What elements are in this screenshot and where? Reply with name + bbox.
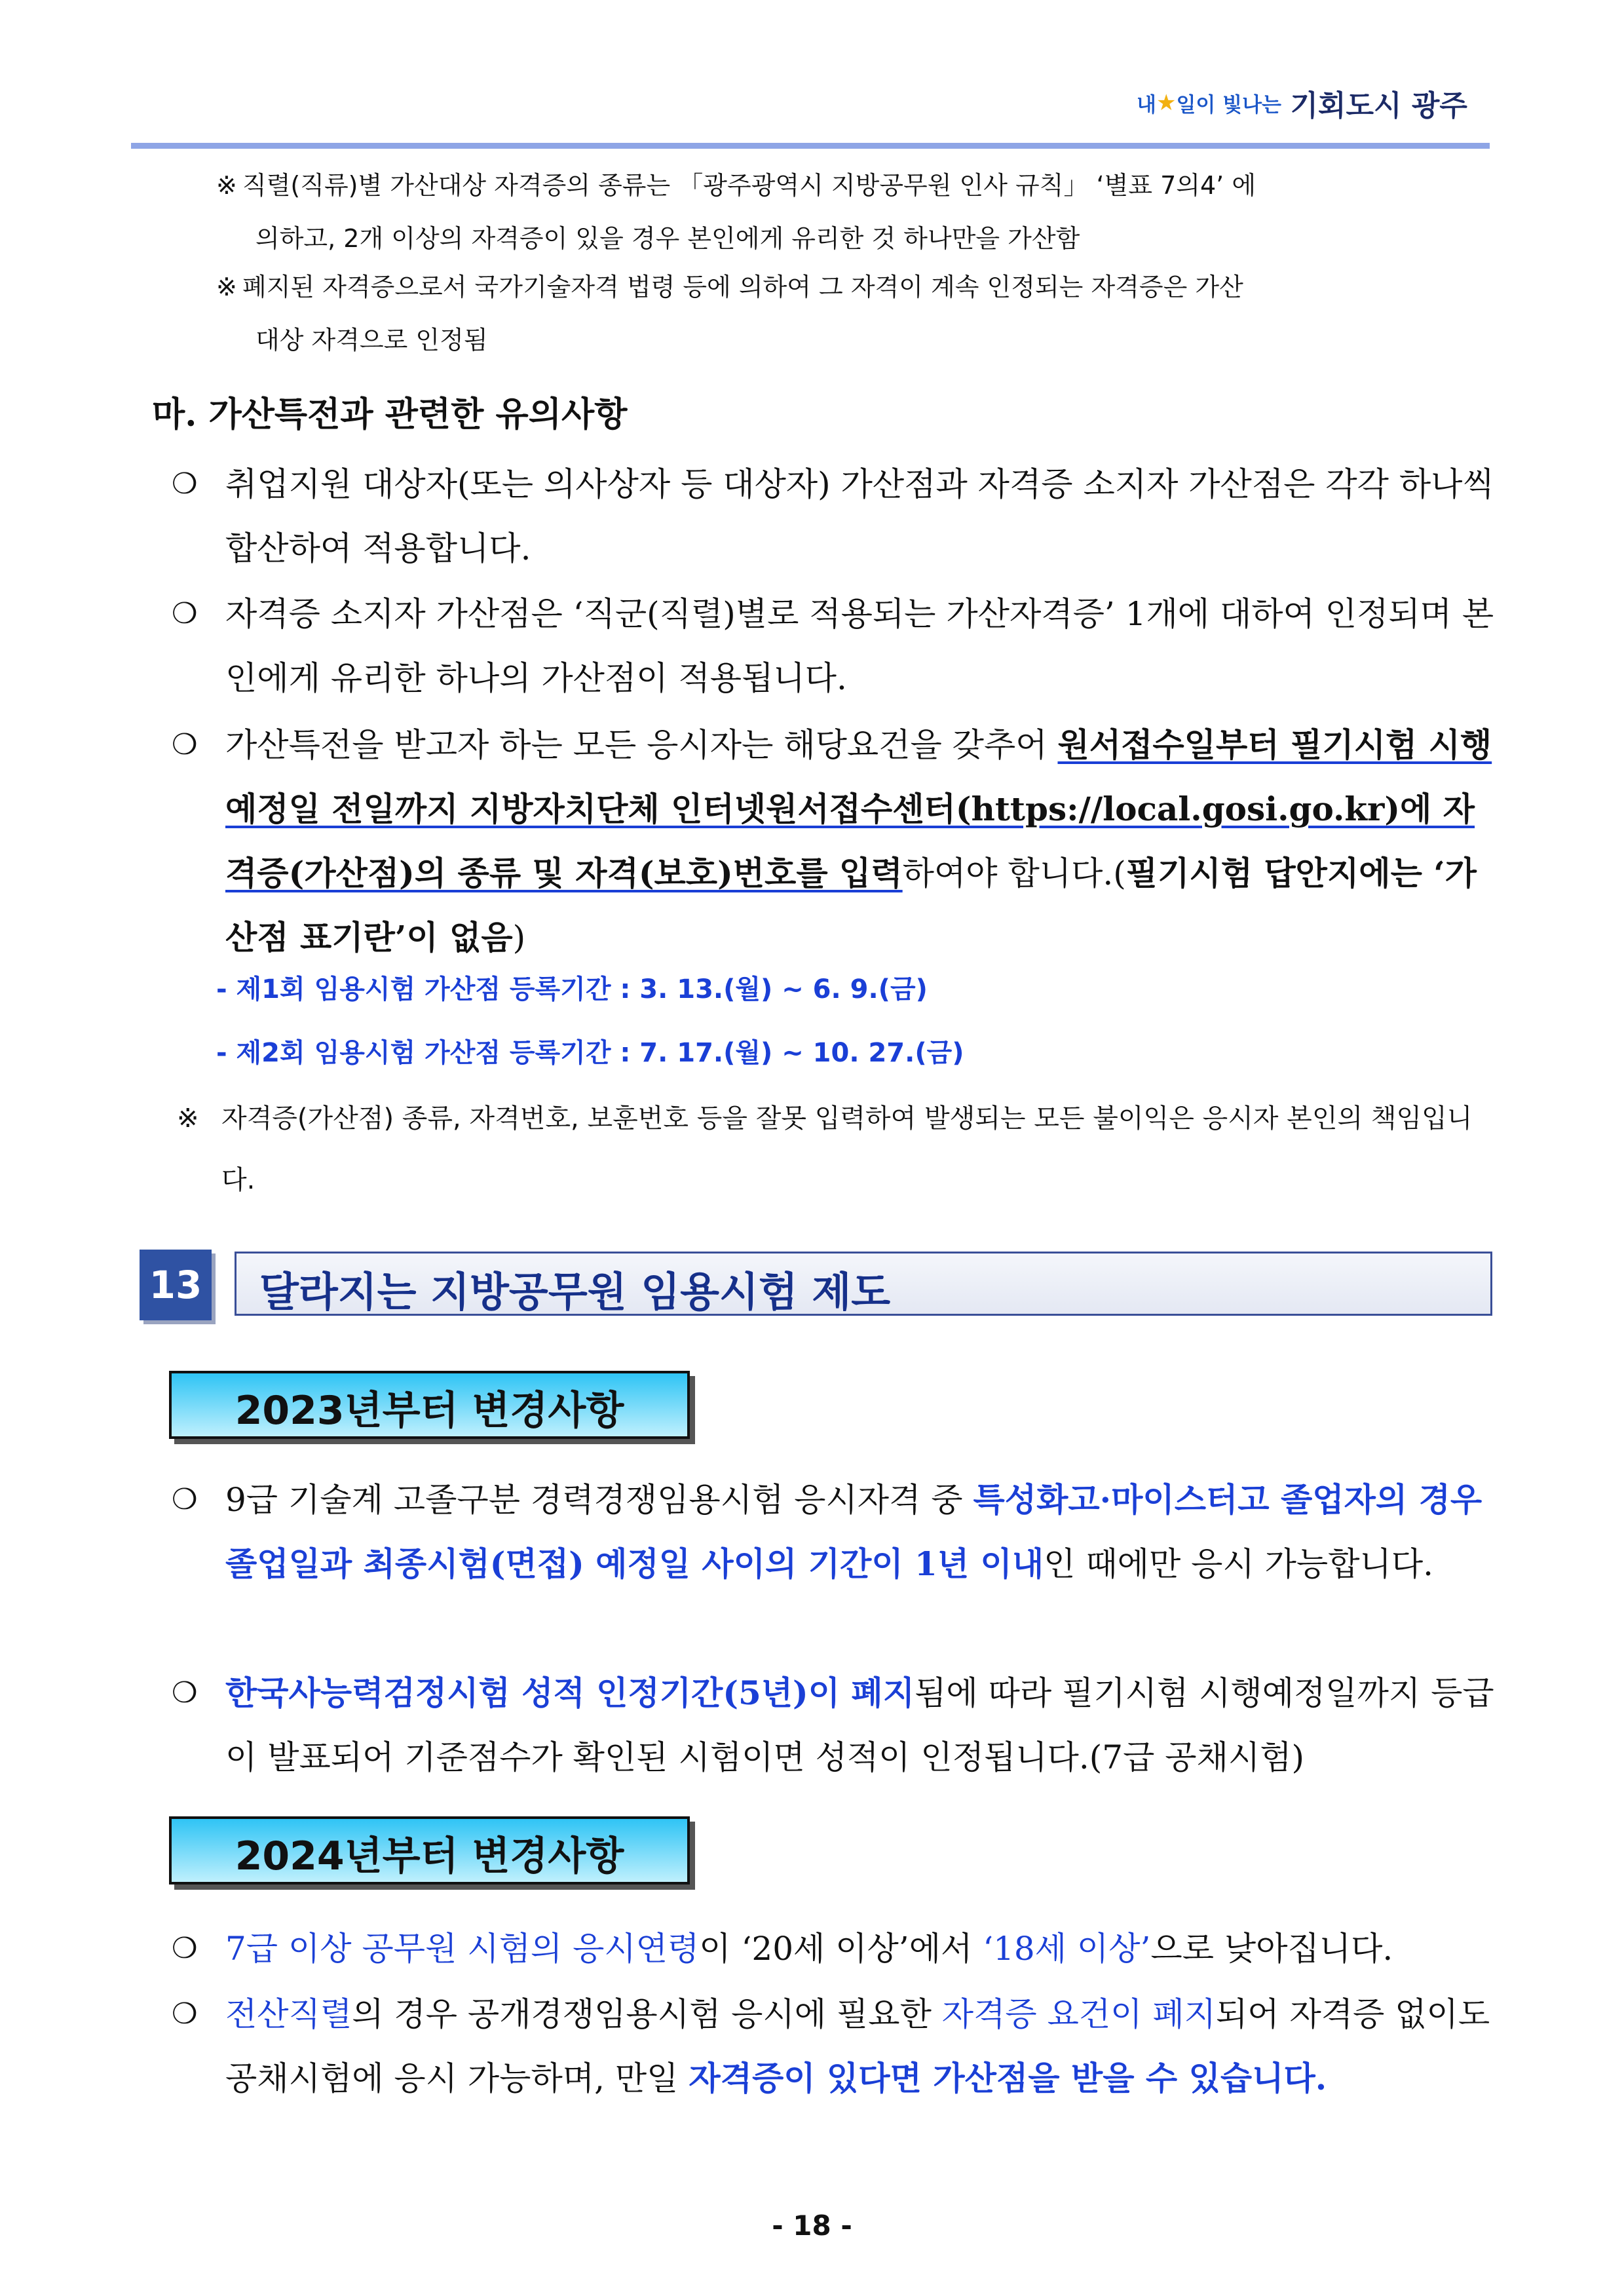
circle-bullet-icon: ❍: [172, 467, 198, 501]
circle-bullet-icon: ❍: [172, 1483, 198, 1516]
top-note-1: [216, 159, 1481, 212]
city-logo: [1137, 82, 1467, 124]
top-note-2-cont: 대상 자격으로 인정됨: [255, 326, 488, 354]
logo-slogan-a: 내: [1137, 93, 1156, 117]
change-2023-title: 2023년부터 변경사항: [235, 1388, 624, 1434]
plain-text: 으로 낮아집니다.: [1150, 1930, 1393, 1968]
circle-bullet-icon: ❍: [172, 728, 198, 761]
circle-bullet-icon: ❍: [172, 1676, 198, 1710]
logo-slogan-b: 일이 빛나는: [1176, 93, 1281, 117]
highlight-text: 한국사능력검정시험 성적 인정기간(5년)이 폐지: [225, 1674, 915, 1712]
section-number-badge: 13: [140, 1250, 212, 1320]
paragraph-text: [225, 1917, 1501, 1981]
note-mark: ※: [216, 171, 237, 200]
p3-close: ): [512, 919, 526, 957]
remark-text: 자격증(가산점) 종류, 자격번호, 보훈번호 등을 잘못 입력하여 발생되는 모든 불이익은 응시자 본인의 책임입니다.: [221, 1103, 1473, 1195]
change-2023-paragraph-2: [172, 1661, 1501, 1789]
star-icon: ★: [1156, 90, 1177, 116]
registration-period-1: - 제1회 임용시험 가산점 등록기간 : 3. 13.(월) ~ 6. 9.(금): [216, 974, 928, 1004]
logo-city-name: 기회도시 광주: [1290, 89, 1467, 123]
top-note-1-cont: 의하고, 2개 이상의 자격증이 있을 경우 본인에게 유리한 것 하나만을 가산함: [255, 224, 1080, 253]
highlight-text: 전산직렬: [225, 1995, 352, 2033]
plain-text: 인 때에만 응시 가능합니다.: [1044, 1545, 1434, 1583]
circle-bullet-icon: ❍: [172, 1932, 198, 1965]
top-note-2: [216, 261, 1481, 313]
liability-remark: [177, 1088, 1500, 1211]
change-2024-paragraph-1: [172, 1917, 1501, 1981]
plain-text: 의 경우 공개경쟁임용시험 응시에 필요한: [352, 1995, 942, 2033]
change-2024-title: 2024년부터 변경사항: [235, 1833, 624, 1879]
ma-paragraph-1: [172, 452, 1501, 581]
highlight-text: 자격증이 있다면 가산점을 받을 수 있습니다.: [689, 2059, 1327, 2097]
note-text: 폐지된 자격증으로서 국가기술자격 법령 등에 의하여 그 자격이 계속 인정되는 자격증은 가산: [242, 273, 1243, 301]
highlight-text: 특성화고·마이스터고 졸업자의 경우 졸업일과 최종시험(면접) 예정일 사이의 기간이 1년 이내: [225, 1480, 1482, 1583]
note-text: 직렬(직류)별 가산대상 자격증의 종류는 「광주광역시 지방공무원 인사 규칙」 ‘별표 7의4’ 에: [242, 171, 1256, 200]
highlight-text: ‘18세 이상’: [983, 1930, 1151, 1968]
note-mark: ※: [177, 1103, 199, 1134]
registration-period-2: - 제2회 임용시험 가산점 등록기간 : 7. 17.(월) ~ 10. 27.(금): [216, 1038, 964, 1068]
highlight-text: 자격증 요건이 폐지: [941, 1995, 1216, 2033]
plain-text: 이 ‘20세 이상’에서: [699, 1930, 983, 1968]
ma-paragraph-3: [172, 713, 1501, 970]
paragraph-text: 취업지원 대상자(또는 의사상자 등 대상자) 가산점과 자격증 소지자 가산점은 각각 하나씩 합산하여 적용합니다.: [225, 465, 1494, 567]
p3-plain: 가산특전을 받고자 하는 모든 응시자는 해당요건을 갖추어: [225, 726, 1058, 764]
header-divider: [131, 143, 1490, 149]
paragraph-text: [225, 1468, 1501, 1596]
change-2023-paragraph-1: [172, 1468, 1501, 1596]
circle-bullet-icon: ❍: [172, 1997, 198, 2031]
plain-text: 9급 기술계 고졸구분 경력경쟁임용시험 응시자격 중: [225, 1481, 973, 1519]
page-number: - 18 -: [772, 2210, 852, 2242]
change-2024-paragraph-2: [172, 1982, 1501, 2111]
section-ma-title: 마. 가산특전과 관련한 유의사항: [152, 394, 628, 434]
highlight-text: 7급 이상 공무원 시험의 응시연령: [225, 1930, 700, 1968]
paragraph-text: [225, 1982, 1501, 2111]
note-mark: ※: [216, 273, 237, 301]
plain-text: 됨에 따라 필기시험 시행예정일까지 등급이 발표되어 기준점수가 확인된 시험이면 성적이 인정됩니다.(7급 공채시험): [225, 1674, 1494, 1776]
section-13-title: 달라지는 지방공무원 임용시험 제도: [259, 1268, 891, 1316]
ma-paragraph-2: [172, 582, 1501, 710]
paragraph-text: [225, 713, 1501, 970]
plain-text: 되어 자격증 없이도 공채시험에 응시 가능하며, 만일: [225, 1995, 1490, 2097]
p3-bold-note: 필기시험 답안지에는 ‘가산점 표기란’이 없음: [225, 854, 1477, 957]
p3-emphasis: 원서접수일부터 필기시험 시행예정일 전일까지 지방자치단체 인터넷원서접수센터(https://local.gosi.go.kr)에 자격증(가산점)의 종류 및 자격(보호)번호를 입력: [225, 725, 1492, 892]
paragraph-text: 자격증 소지자 가산점은 ‘직군(직렬)별로 적용되는 가산자격증’ 1개에 대하여 인정되며 본인에게 유리한 하나의 가산점이 적용됩니다.: [225, 595, 1494, 697]
p3-plain-2: 하여야 합니다.(: [902, 854, 1126, 892]
paragraph-text: [225, 1661, 1501, 1789]
circle-bullet-icon: ❍: [172, 597, 198, 630]
